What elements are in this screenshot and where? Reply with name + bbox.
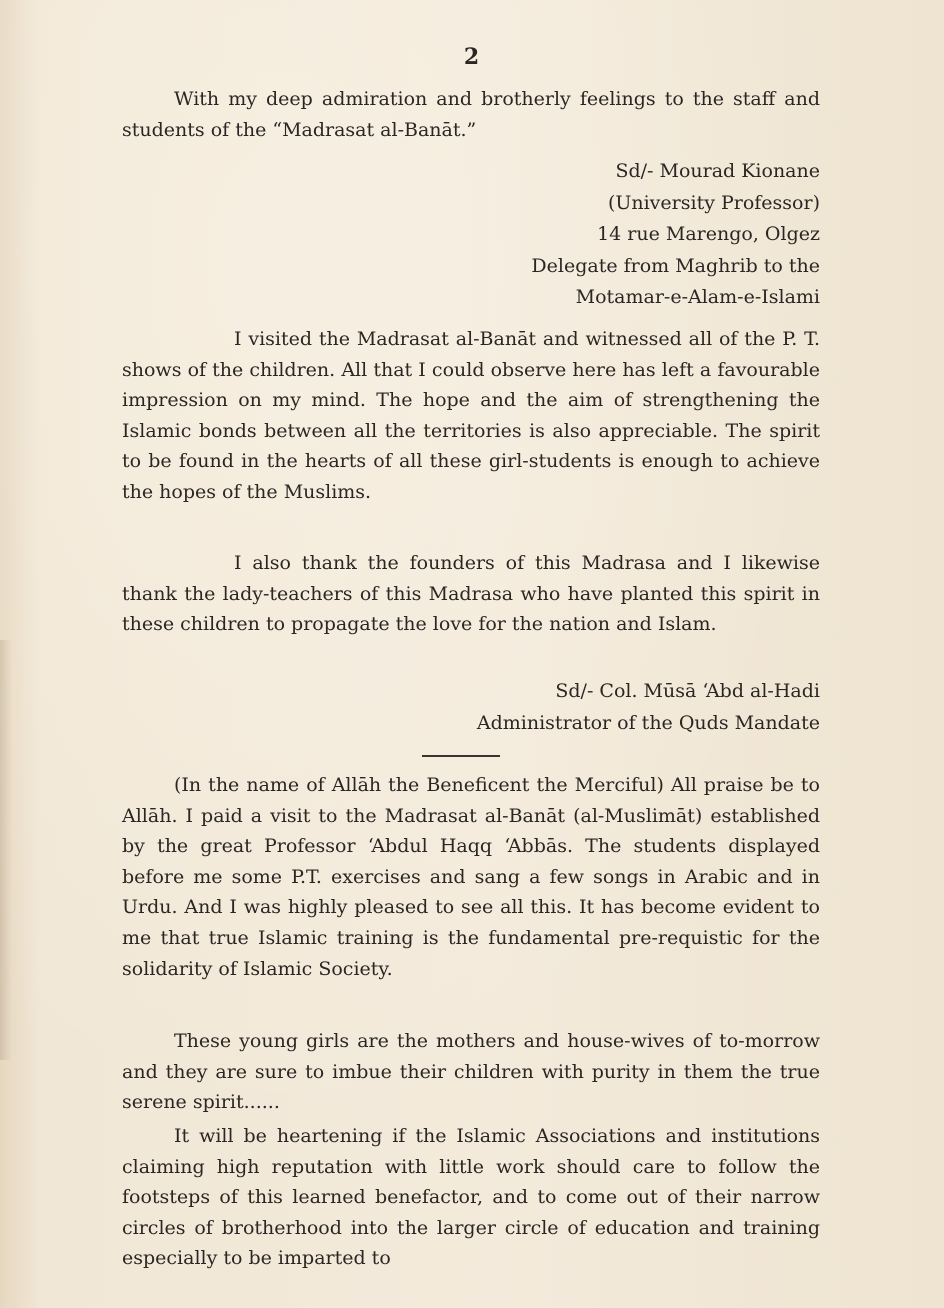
paragraph-visit: I visited the Madrasat al-Banāt and witnessed all of the P. T. shows of the children. All that I could observe here has left a favourable impression on my mind. The hope and the aim of strengthening the Islamic bonds between all the territories is also appreciable. The spirit to be found in the hearts of all these girl-students is enough to achieve the hopes of the Muslims. <box>122 328 820 503</box>
signature-block-kionane <box>531 156 820 314</box>
paragraph-heartening: It will be heartening if the Islamic Associations and institutions claiming high reputation with little work should care to follow the footsteps of this learned benefactor, and to come out of their narrow circles of brotherhood into the larger circle of education and training especially to be imparted to <box>122 1125 820 1270</box>
paragraph-thanks: I also thank the founders of this Madrasa and I likewise thank the lady-teachers of this Madrasa who have planted this spirit in these children to propagate the love for the nation and Islam. <box>122 552 820 636</box>
page-edge-shadow <box>0 640 12 1060</box>
signature-line: Motamar-e-Alam-e-Islami <box>575 286 820 308</box>
page-number: 2 <box>463 44 481 70</box>
signature-line: Sd/- Col. Mūsā ‘Abd al-Hadi <box>555 680 820 702</box>
signature-line: Sd/- Mourad Kionane <box>615 160 820 182</box>
signature-block-abd-al-hadi <box>477 676 820 739</box>
paragraph-admiration: With my deep admiration and brotherly feelings to the staff and students of the “Madrasat al-Banāt.” <box>122 88 820 141</box>
signature-line: Administrator of the Quds Mandate <box>476 711 820 734</box>
section-divider <box>422 755 500 757</box>
signature-line: (University Professor) <box>607 191 820 214</box>
paragraph-young-girls: These young girls are the mothers and house-wives of to-morrow and they are sure to imbue their children with purity in them the true serene spirit...... <box>122 1030 820 1114</box>
paragraph-in-the-name: (In the name of Allāh the Beneficent the Merciful) All praise be to Allāh. I paid a visit to the Madrasat al-Banāt (al-Muslimāt) established by the great Professor ‘Abdul Haqq ‘Abbās. The students displayed before me some P.T. exercises and sang a few songs in Arabic and in Urdu. And I was highly pleased to see all this. It has become evident to me that true Islamic training is the fundamental pre-requistic for the solidarity of Islamic Society. <box>122 774 820 980</box>
signature-line: Delegate from Maghrib to the <box>531 254 820 277</box>
signature-line: 14 rue Marengo, Olgez <box>597 223 820 245</box>
